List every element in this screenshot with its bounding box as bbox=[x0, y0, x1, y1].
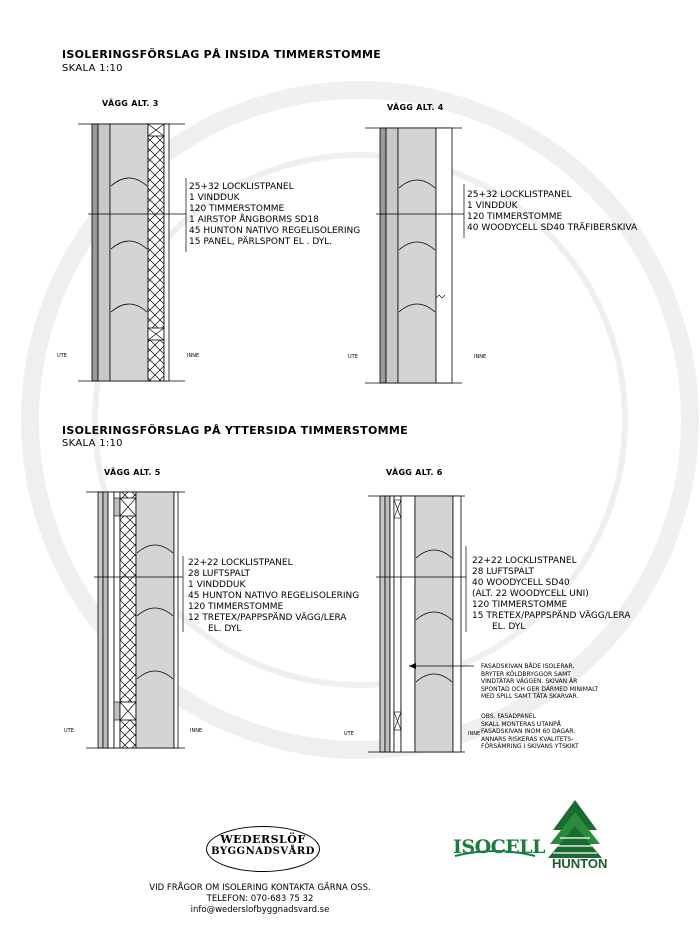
wall-alt-3-section bbox=[78, 124, 186, 381]
layer-label: 28 LUFTSPALT bbox=[472, 567, 534, 577]
isocell-logo: ISOCELL bbox=[453, 836, 545, 858]
hunton-tree-logo bbox=[548, 800, 602, 858]
layer-label: 120 TIMMERSTOMME bbox=[189, 204, 285, 214]
wall-alt-3-title: VÄGG ALT. 3 bbox=[102, 99, 159, 108]
wederslof-logo bbox=[206, 826, 320, 872]
layer-label: 45 HUNTON NATIVO REGELISOLERING bbox=[188, 591, 360, 601]
layer-label: 22+22 LOCKLISTPANEL bbox=[188, 558, 293, 568]
note-line: FASADSKIVAN INOM 60 DAGAR. bbox=[481, 728, 576, 735]
hunton-logo: HUNTON bbox=[552, 856, 608, 871]
inside-label: INNE bbox=[187, 353, 200, 359]
fasadskiva-note bbox=[481, 663, 598, 701]
inside-label: INNE bbox=[468, 731, 481, 737]
layer-label: 28 LUFTSPALT bbox=[188, 569, 250, 579]
wall-alt-6-layer-list bbox=[472, 556, 631, 633]
section-2-title: ISOLERINGSFÖRSLAG PÅ YTTERSIDA TIMMERSTOMME bbox=[62, 424, 408, 437]
section-1-title: ISOLERINGSFÖRSLAG PÅ INSIDA TIMMERSTOMME bbox=[62, 48, 382, 61]
layer-label: 45 HUNTON NATIVO REGELISOLERING bbox=[189, 226, 361, 236]
layer-label: 15 TRETEX/PAPPSPÄND VÄGG/LERA bbox=[472, 611, 631, 621]
note-line: MED SPILL SAMT TÄTA SKARVAR. bbox=[481, 693, 579, 700]
note-line: OBS. FASADPANEL bbox=[481, 713, 536, 720]
obs-note bbox=[481, 713, 579, 751]
wall-alt-5-section bbox=[86, 492, 185, 748]
layer-label: 120 TIMMERSTOMME bbox=[472, 600, 568, 610]
layer-label: 120 TIMMERSTOMME bbox=[467, 212, 563, 222]
note-line: ANNARS RISKERAS KVALITETS- bbox=[481, 735, 574, 743]
outside-label: UTE bbox=[344, 731, 354, 737]
outside-label: UTE bbox=[57, 353, 67, 359]
wall-alt-4-title: VÄGG ALT. 4 bbox=[387, 103, 444, 112]
layer-label: EL. DYL bbox=[492, 622, 526, 632]
note-line: FASADSKIVAN BÅDE ISOLERAR, bbox=[481, 663, 575, 670]
outside-label: UTE bbox=[348, 354, 358, 360]
layer-label: 40 WOODYCELL SD40 bbox=[472, 578, 570, 588]
layer-label: (ALT. 22 WOODYCELL UNI) bbox=[472, 589, 589, 599]
layer-label: 12 TRETEX/PAPPSPÄND VÄGG/LERA bbox=[188, 613, 347, 623]
layer-label: 120 TIMMERSTOMME bbox=[188, 602, 284, 612]
layer-label: 25+32 LOCKLISTPANEL bbox=[189, 182, 294, 192]
logo-line-2: BYGGNADSVÅRD bbox=[211, 846, 315, 857]
outside-label: UTE bbox=[64, 728, 74, 734]
layer-label: 1 VINDDDUK bbox=[188, 580, 246, 590]
wall-alt-3-layer-list bbox=[189, 182, 360, 248]
layer-label: 15 PANEL, PÄRLSPONT EL . DYL. bbox=[189, 237, 333, 247]
wall-alt-5-layer-list bbox=[188, 558, 359, 635]
note-line: BRYTER KÖLDBRYGGOR SAMT bbox=[481, 670, 571, 678]
layer-label: 22+22 LOCKLISTPANEL bbox=[472, 556, 577, 566]
contact-footer bbox=[110, 883, 410, 916]
layer-label: 1 AIRSTOP ÅNGBORMS SD18 bbox=[189, 215, 319, 225]
note-line: FÖRSÄMRING I SKIVANS YTSKIKT bbox=[481, 743, 579, 750]
inside-label: INNE bbox=[474, 354, 487, 360]
layer-label: 1 VINDDUK bbox=[189, 193, 240, 203]
wall-alt-4-section bbox=[365, 128, 464, 383]
layer-label: 25+32 LOCKLISTPANEL bbox=[467, 190, 572, 200]
note-line: SPONTAD OCH GER DÄRMED MINIMALT bbox=[481, 685, 599, 693]
wall-alt-6-title: VÄGG ALT. 6 bbox=[386, 468, 443, 477]
wall-alt-5-title: VÄGG ALT. 5 bbox=[104, 468, 161, 477]
contact-line: VID FRÅGOR OM ISOLERING KONTAKTA GÄRNA OSS. bbox=[149, 883, 371, 893]
wall-alt-4-layer-list bbox=[467, 190, 637, 234]
layer-label: 40 WOODYCELL SD40 TRÄFIBERSKIVA bbox=[467, 223, 638, 233]
section-2-scale: SKALA 1:10 bbox=[62, 438, 123, 449]
layer-label: EL. DYL bbox=[208, 624, 242, 634]
note-line: VINDTÄTAR VÄGGEN. SKIVAN ÄR bbox=[481, 678, 578, 685]
layer-label: 1 VINDDUK bbox=[467, 201, 518, 211]
section-1-scale: SKALA 1:10 bbox=[62, 63, 123, 74]
phone-line: TELEFON: 070-683 75 32 bbox=[206, 894, 314, 904]
note-line: SKALL MONTERAS UTANPÅ bbox=[481, 720, 561, 728]
email-link[interactable]: info@wederslofbyggnadsvard.se bbox=[190, 905, 330, 915]
wall-alt-6-section bbox=[368, 496, 474, 752]
inside-label: INNE bbox=[190, 728, 203, 734]
logo-line-1: WEDERSLÖF bbox=[220, 833, 306, 846]
